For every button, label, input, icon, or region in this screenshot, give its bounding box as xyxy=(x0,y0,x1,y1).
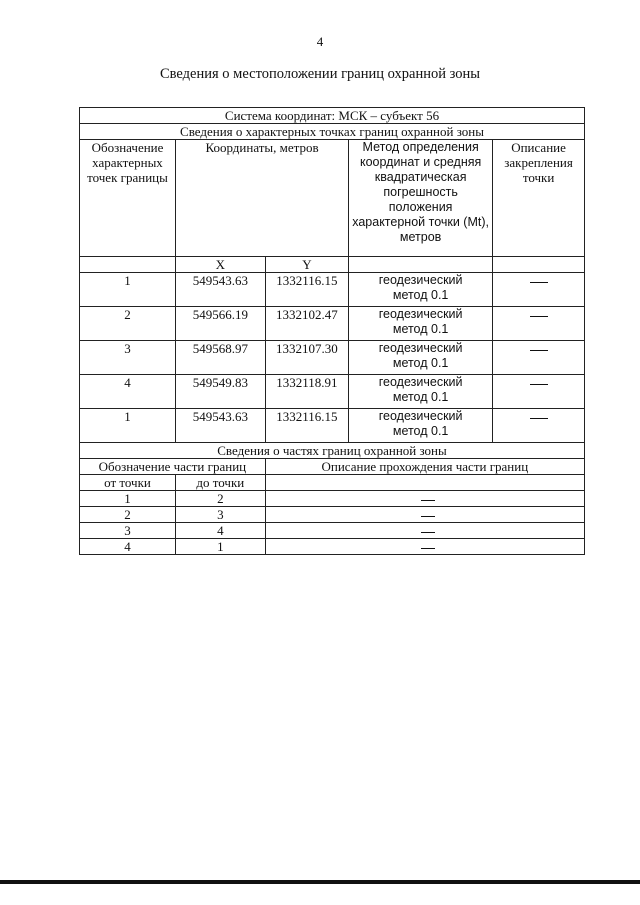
page-number: 4 xyxy=(316,34,324,49)
header-to-point: до точки xyxy=(175,475,265,491)
point-x: 549566.19 xyxy=(175,307,265,341)
point-fixing-description xyxy=(493,273,585,307)
part-row xyxy=(80,539,585,555)
part-description xyxy=(265,491,584,507)
point-y: 1332116.15 xyxy=(265,409,348,443)
point-method xyxy=(349,375,493,409)
dash-mark xyxy=(421,532,435,533)
dash-mark xyxy=(421,500,435,501)
parts-subheader-empty-cell xyxy=(265,475,584,491)
method-line2: метод 0.1 xyxy=(392,424,449,438)
part-row xyxy=(80,491,585,507)
part-description xyxy=(265,507,584,523)
parts-subheader-row xyxy=(80,475,585,491)
method-line1: геодезический xyxy=(378,273,463,287)
point-y: 1332107.30 xyxy=(265,341,348,375)
part-to: 3 xyxy=(175,507,265,523)
header-y: Y xyxy=(265,257,348,273)
point-row xyxy=(80,409,585,443)
header-point-designation: Обозначение характерных точек границы xyxy=(80,140,176,257)
point-method xyxy=(349,273,493,307)
part-to: 2 xyxy=(175,491,265,507)
points-header-row xyxy=(80,140,585,257)
point-y: 1332102.47 xyxy=(265,307,348,341)
part-row xyxy=(80,507,585,523)
point-number: 1 xyxy=(80,273,176,307)
point-method xyxy=(349,307,493,341)
method-line2: метод 0.1 xyxy=(392,356,449,370)
header-part-designation: Обозначение части границ xyxy=(80,459,266,475)
method-line1: геодезический xyxy=(378,375,463,389)
dash-mark xyxy=(530,384,548,385)
part-from: 1 xyxy=(80,491,176,507)
method-line1: геодезический xyxy=(378,307,463,321)
point-method xyxy=(349,409,493,443)
point-fixing-description xyxy=(493,409,585,443)
header-fixing-description: Описание закрепления точки xyxy=(493,140,585,257)
header-from-point: от точки xyxy=(80,475,176,491)
point-number: 3 xyxy=(80,341,176,375)
point-number: 2 xyxy=(80,307,176,341)
part-from: 2 xyxy=(80,507,176,523)
part-description xyxy=(265,523,584,539)
point-x: 549543.63 xyxy=(175,273,265,307)
method-line1: геодезический xyxy=(378,409,463,423)
point-number: 4 xyxy=(80,375,176,409)
point-x: 549543.63 xyxy=(175,409,265,443)
document-title: Сведения о местоположении границ охранной зоны xyxy=(159,66,480,82)
method-line2: метод 0.1 xyxy=(392,288,449,302)
part-to: 1 xyxy=(175,539,265,555)
point-row xyxy=(80,375,585,409)
boundary-table xyxy=(79,107,585,555)
dash-mark xyxy=(530,282,548,283)
point-fixing-description xyxy=(493,341,585,375)
dash-mark xyxy=(530,350,548,351)
part-from: 3 xyxy=(80,523,176,539)
point-y: 1332116.15 xyxy=(265,273,348,307)
header-coordinates: Координаты, метров xyxy=(175,140,348,257)
xy-header-row xyxy=(80,257,585,273)
xy-header-empty-cell xyxy=(493,257,585,273)
xy-header-empty-cell xyxy=(349,257,493,273)
parts-section-title-row xyxy=(80,443,585,459)
point-number: 1 xyxy=(80,409,176,443)
points-section-title: Сведения о характерных точках границ охранной зоны xyxy=(80,124,585,140)
header-method: Метод определения координат и средняя квадратическая погрешность положения характерной точки (Mt), метров xyxy=(349,140,493,257)
point-fixing-description xyxy=(493,307,585,341)
parts-header-row xyxy=(80,459,585,475)
dash-mark xyxy=(530,418,548,419)
dash-mark xyxy=(421,548,435,549)
points-section-title-row xyxy=(80,124,585,140)
coordinate-system-cell: Система координат: МСК – субъект 56 xyxy=(80,108,585,124)
point-fixing-description xyxy=(493,375,585,409)
point-y: 1332118.91 xyxy=(265,375,348,409)
method-line2: метод 0.1 xyxy=(392,390,449,404)
bottom-scan-rule xyxy=(0,880,640,884)
header-x: X xyxy=(175,257,265,273)
method-line1: геодезический xyxy=(378,341,463,355)
header-part-description: Описание прохождения части границ xyxy=(265,459,584,475)
point-method xyxy=(349,341,493,375)
point-row xyxy=(80,273,585,307)
part-row xyxy=(80,523,585,539)
part-from: 4 xyxy=(80,539,176,555)
parts-section-title: Сведения о частях границ охранной зоны xyxy=(80,443,585,459)
part-to: 4 xyxy=(175,523,265,539)
point-x: 549568.97 xyxy=(175,341,265,375)
method-line2: метод 0.1 xyxy=(392,322,449,336)
xy-header-empty-cell xyxy=(80,257,176,273)
part-description xyxy=(265,539,584,555)
point-x: 549549.83 xyxy=(175,375,265,409)
point-row xyxy=(80,341,585,375)
point-row xyxy=(80,307,585,341)
dash-mark xyxy=(530,316,548,317)
dash-mark xyxy=(421,516,435,517)
coordinate-system-row xyxy=(80,108,585,124)
